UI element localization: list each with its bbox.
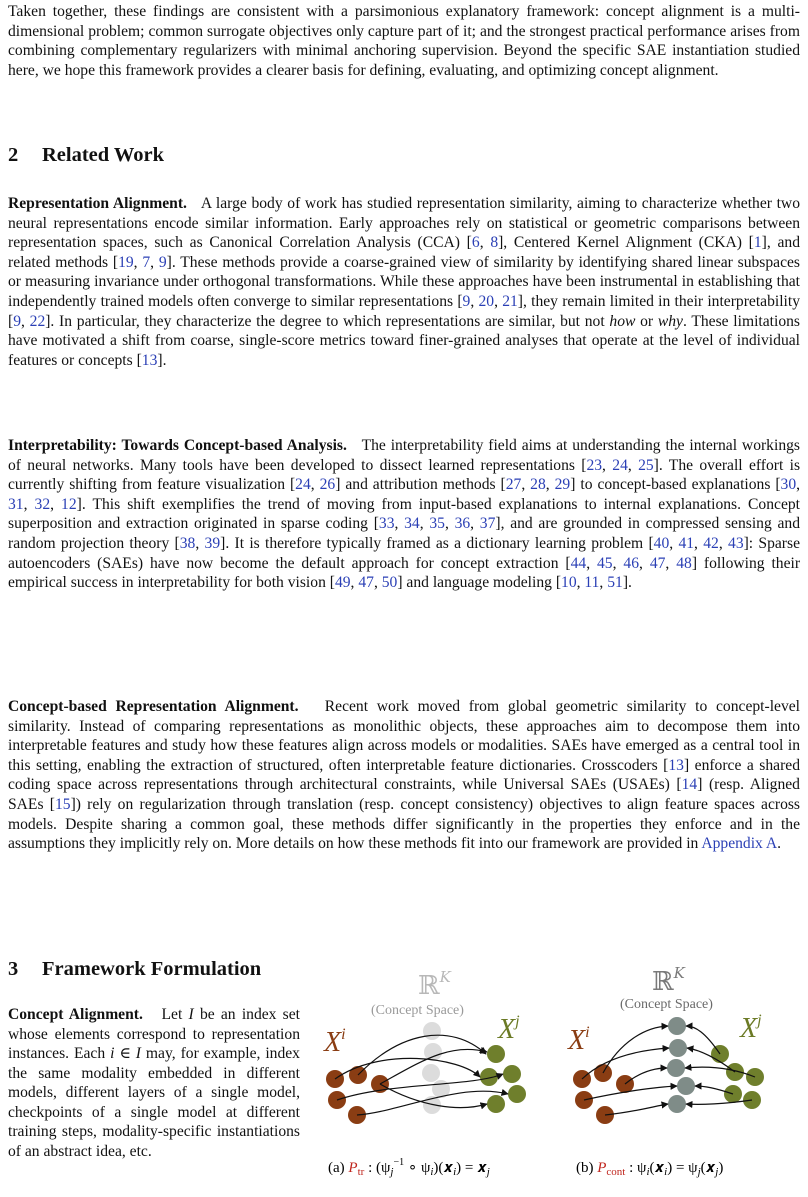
section-3-heading	[8, 958, 261, 981]
target-node	[487, 1095, 505, 1113]
consistency-arrow	[685, 1067, 755, 1077]
concept-node	[423, 1022, 441, 1040]
section-title: Framework Formulation	[42, 958, 262, 980]
citation-link[interactable]: 41	[678, 534, 695, 552]
panel-a-caption: (a) $P_{tr}$ : ($\psi_j^{-1}$ ∘ $\psi_i)(𝒙_i)$ = 𝒙$_j$	[328, 1157, 490, 1178]
section-number: 2	[8, 144, 19, 166]
citation-link[interactable]: 21	[502, 292, 518, 310]
target-node	[503, 1065, 521, 1083]
citation-link[interactable]: 11	[584, 574, 600, 592]
intro-paragraph	[8, 2, 800, 80]
citation-link[interactable]: 37	[479, 515, 496, 533]
citation-link[interactable]: 47	[358, 574, 374, 592]
concept-node	[667, 1059, 685, 1077]
citation-link[interactable]: 25	[638, 456, 654, 474]
citation-link[interactable]: 28	[530, 476, 546, 494]
citation-link[interactable]: 32	[34, 495, 51, 513]
concept-space-symbol: ℝ$^K$	[418, 968, 451, 1001]
citation-link[interactable]: 27	[505, 476, 522, 494]
citation-link[interactable]: 49	[334, 574, 351, 592]
target-space-label: $X^j$	[740, 1012, 762, 1044]
target-space-label: $X^j$	[498, 1013, 520, 1045]
concept-node	[422, 1064, 440, 1082]
concept-space-label: (Concept Space)	[620, 997, 713, 1012]
citation-link[interactable]: 48	[676, 554, 692, 572]
concept-node	[669, 1039, 687, 1057]
concept-node	[677, 1077, 695, 1095]
citation-link[interactable]: 39	[204, 534, 221, 552]
citation-link[interactable]: 31	[8, 495, 24, 513]
citation-link[interactable]: 1	[753, 234, 762, 252]
concept-space-symbol: ℝ$^K$	[652, 964, 685, 997]
citation-link[interactable]: 7	[142, 253, 151, 271]
citation-link[interactable]: 33	[378, 515, 395, 533]
consistency-arrow	[605, 1104, 668, 1115]
appendix-link[interactable]: Appendix A	[701, 835, 778, 853]
concept-node	[668, 1017, 686, 1035]
citation-link[interactable]: 22	[29, 312, 46, 330]
citation-link[interactable]: 26	[319, 476, 336, 494]
citation-link[interactable]: 19	[118, 253, 134, 271]
citation-link[interactable]: 20	[478, 292, 495, 310]
consistency-arrow	[686, 1100, 752, 1104]
paragraph-title: Representation Alignment.	[8, 195, 187, 212]
citation-link[interactable]: 38	[179, 534, 196, 552]
target-node	[487, 1045, 505, 1063]
concept-node	[424, 1043, 442, 1061]
citation-link[interactable]: 9	[462, 292, 471, 310]
paragraph-title: Concept-based Representation Alignment.	[8, 698, 299, 715]
concept-alignment-diagram	[300, 962, 808, 1192]
citation-link[interactable]: 6	[471, 234, 480, 252]
citation-link[interactable]: 15	[54, 795, 71, 813]
concept-alignment-definition: Concept Alignment. Let I be an index set whose elements correspond to representation instances. Each i ∈ I may, for example, index the same modality embedded in different models, different layers of a single model, checkpoints of a single model at different training steps, modality-specific instantiations of an abstract idea, etc.	[8, 1006, 301, 1160]
panel-b-caption: (b) $P_{cont}$ : $\psi_i(𝒙_i)$ = $\psi_j(𝒙_j)$	[576, 1160, 724, 1178]
figure-1	[300, 962, 808, 1192]
citation-link[interactable]: 51	[607, 574, 623, 592]
citation-link[interactable]: 30	[780, 476, 797, 494]
citation-link[interactable]: 34	[404, 515, 420, 533]
citation-link[interactable]: 42	[703, 534, 719, 552]
concept-space-label: (Concept Space)	[371, 1003, 464, 1018]
citation-link[interactable]: 46	[623, 554, 639, 572]
panel-b	[567, 964, 764, 1178]
citation-link[interactable]: 36	[454, 515, 471, 533]
paragraph-title: Interpretability: Towards Concept-based Analysis.	[8, 437, 347, 454]
section-title: Related Work	[42, 144, 165, 166]
section-number: 3	[8, 958, 19, 980]
citation-link[interactable]: 40	[653, 534, 670, 552]
citation-link[interactable]: 9	[158, 253, 167, 271]
citation-link[interactable]: 24	[612, 456, 628, 474]
citation-link[interactable]: 13	[668, 756, 684, 774]
citation-link[interactable]: 50	[381, 574, 398, 592]
citation-link[interactable]: 45	[597, 554, 613, 572]
citation-link[interactable]: 47	[649, 554, 666, 572]
representation-alignment-paragraph: Representation Alignment. A large body of work has studied representation similarity, aiming to characterize whether two neural representations encode similar information. Early approaches rely on statistical or geometric comparisons between representation spaces, such as Canonical Correlation Analysis (CCA) [6, 8], Centered Kernel Alignment (CKA) [1], and related methods [19, 7, 9]. These methods provide a coarse-grained view of similarity by identifying shared linear subspaces or measuring invariance under orthogonal transformations. While these approaches have been instrumental in establishing that independently trained models often converge to similar representations [9, 20, 21], they remain limited in their interpretability [9, 22]. In particular, they characterize the degree to which representations are similar, but not how or why. These limitations have motivated a shift from coarse, single-score metrics toward finer-grained analyses that operate at the level of individual features or concepts [13].	[8, 195, 801, 369]
source-space-label: $X^i$	[568, 1024, 590, 1056]
interpretability-paragraph: Interpretability: Towards Concept-based Analysis. The interpretability field aims at understanding the internal workings of neural networks. Many tools have been developed to dissect learned representations [23, 24, 25]. The overall effort is currently shifting from feature visualization [24, 26] and attribution methods [27, 28, 29] to concept-based explanations [30, 31, 32, 12]. This shift exemplifies the trend of moving from input-based explanations to internal explanations. Concept superposition and extraction originated in sparse coding [33, 34, 35, 36, 37], and are grounded in compressed sensing and random projection theory [38, 39]. It is therefore typically framed as a dictionary learning problem [40, 41, 42, 43]: Sparse autoencoders (SAEs) have now become the default approach for concept extraction [44, 45, 46, 47, 48] following their empirical success in interpretability for both vision [49, 47, 50] and language modeling [10, 11, 51].	[8, 437, 801, 592]
intro-text: Taken together, these findings are consistent with a parsimonious explanatory framework: concept alignment is a multi-dimensional problem; common surrogate objectives only capture part of it; and the strongest practical performance arises from combining complementary regularizers with minimal anchoring supervision. Beyond the specific SAE instantiation studied here, we hope this framework provides a clearer basis for defining, evaluating, and optimizing concept alignment.	[8, 3, 800, 79]
citation-link[interactable]: 23	[586, 456, 603, 474]
section-2-heading	[8, 144, 164, 167]
panel-a	[323, 968, 526, 1178]
citation-link[interactable]: 13	[141, 351, 158, 369]
citation-link[interactable]: 24	[295, 476, 311, 494]
concept-node	[668, 1095, 686, 1113]
paragraph-title: Concept Alignment.	[8, 1006, 143, 1023]
target-node	[508, 1085, 526, 1103]
source-space-label: $X^i$	[324, 1026, 346, 1058]
citation-link[interactable]: 43	[728, 534, 744, 552]
citation-link[interactable]: 12	[61, 495, 77, 513]
citation-link[interactable]: 14	[681, 776, 698, 794]
citation-link[interactable]: 29	[554, 476, 571, 494]
citation-link[interactable]: 35	[429, 515, 445, 533]
concept-alignment-related-paragraph: Concept-based Representation Alignment. Recent work moved from global geometric similarity to concept-level similarity. Instead of comparing representations as monolithic objects, these approaches aim to decompose them into interpretable features and study how these features align across models or modalities. SAEs have emerged as a central tool in this setting, enabling the extraction of structured, often interpretable feature dictionaries. Crosscoders [13] enforce a shared coding space across representations through architectural constraints, while Universal SAEs (USAEs) [14] (resp. Aligned SAEs [15]) rely on regularization through translation (resp. concept consistency) objectives to align feature spaces across models. Despite sharing a common goal, these methods differ significantly in the properties they enforce and in the assumptions they implicitly rely on. More details on how these methods fit into our framework are provided in Appendix A.	[8, 698, 801, 853]
citation-link[interactable]: 8	[490, 234, 499, 252]
citation-link[interactable]: 9	[13, 312, 21, 330]
citation-link[interactable]: 10	[561, 574, 577, 592]
citation-link[interactable]: 44	[570, 554, 587, 572]
